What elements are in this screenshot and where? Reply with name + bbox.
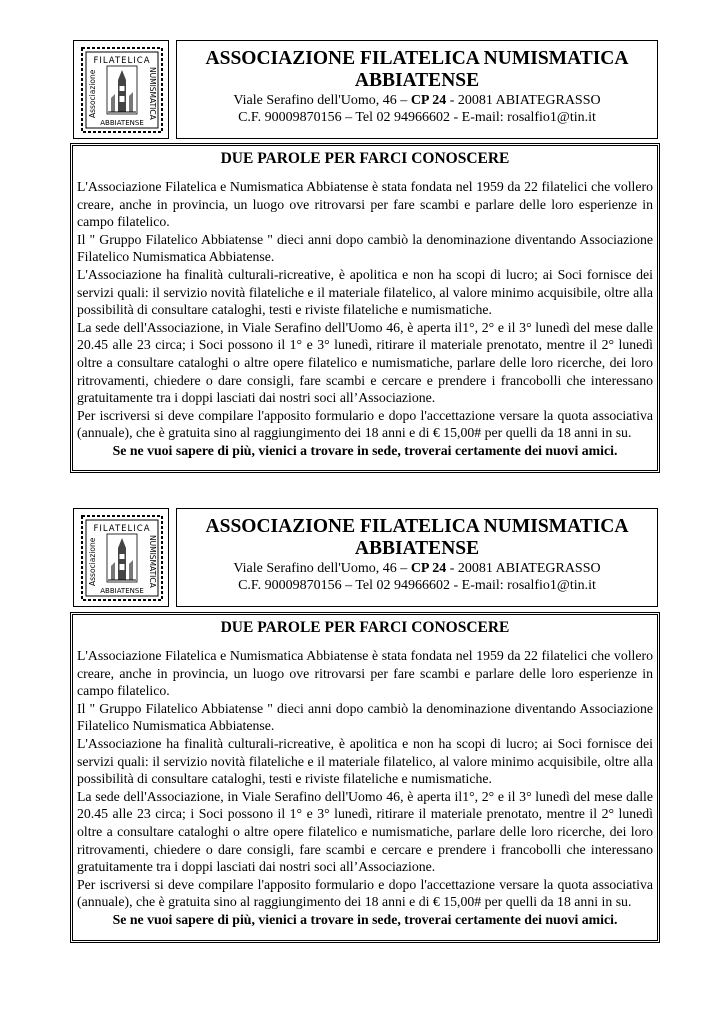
- svg-text:Associazione: Associazione: [88, 537, 97, 586]
- contact-line: C.F. 90009870156 – Tel 02 94966602 - E-mail: rosalfio1@tin.it: [238, 110, 596, 125]
- address-line: Viale Serafino dell'Uomo, 46 – CP 24 - 20081 ABIATEGRASSO: [233, 93, 601, 108]
- stamp-logo-icon: [80, 514, 164, 602]
- info-box: [70, 143, 660, 473]
- header-box: [176, 40, 658, 139]
- section-heading: DUE PAROLE PER FARCI CONOSCERE: [220, 150, 510, 167]
- svg-text:NUMISMATICA: NUMISMATICA: [148, 535, 157, 588]
- svg-text:FILATELICA: FILATELICA: [93, 524, 151, 534]
- cp-number: CP 24: [410, 93, 447, 108]
- closing-line: Se ne vuoi sapere di più, vienici a trovare in sede, troverai certamente dei nuovi amici.: [112, 442, 618, 458]
- address-line: Viale Serafino dell'Uomo, 46 – CP 24 - 20081 ABIATEGRASSO: [233, 561, 601, 576]
- svg-text:Associazione: Associazione: [88, 69, 97, 118]
- paragraph-purpose: L'Associazione ha finalità culturali-ricreative, è apolitica e non ha scopi di lucro; ai Soci fornisce dei servizi quali: il servizio novità filateliche e il materiale filatelico, al valore minimo acquisibile, oltre alla possibilità di consultare cataloghi, testi e riviste filateliche e numismatiche.: [77, 266, 653, 318]
- stamp-logo-icon: [80, 46, 164, 134]
- contact-line: C.F. 90009870156 – Tel 02 94966602 - E-mail: rosalfio1@tin.it: [238, 578, 596, 593]
- bell-tower-icon: [107, 66, 137, 114]
- svg-text:NUMISMATICA: NUMISMATICA: [148, 67, 157, 120]
- paragraph-foundation: L'Associazione Filatelica e Numismatica Abbiatense è stata fondata nel 1959 da 22 filatelici che vollero creare, anche in provincia, un luogo ove ritrovarsi per fare scambi e parlare delle loro esperienze in campo filatelico.: [77, 648, 653, 699]
- svg-text:FILATELICA: FILATELICA: [93, 56, 151, 66]
- svg-text:ABBIATENSE: ABBIATENSE: [100, 587, 144, 595]
- paragraph-membership: Per iscriversi si deve compilare l'apposito formulario e dopo l'accettazione versare la quota associativa (annuale), che è gratuita sino al raggiungimento dei 18 anni e di € 15,00# per quelli da 18 anni in su.: [77, 876, 653, 910]
- info-box: [70, 612, 660, 943]
- paragraph-headquarters: La sede dell'Associazione, in Viale Serafino dell'Uomo 46, è aperta il1°, 2° e il 3° lunedì del mese dalle 20.45 alle 23 circa; i Soci possono il 1° e 3° lunedì, ritirare il materiale prenotato, mentre il 2° lunedì oltre a consultare cataloghi o altre opere filatelico e numismatiche, parlare delle loro ricerche, dei loro ritrovamenti, chiedere o dare consigli, fare scambi e cercare e prendere i francobolli che interessano gratuitamente tra i doppi lasciati dai nostri soci all’Associazione.: [77, 788, 653, 875]
- paragraph-headquarters: La sede dell'Associazione, in Viale Serafino dell'Uomo 46, è aperta il1°, 2° e il 3° lunedì del mese dalle 20.45 alle 23 circa; i Soci possono il 1° e 3° lunedì, ritirare il materiale prenotato, mentre il 2° lunedì oltre a consultare cataloghi o altre opere filatelico e numismatiche, parlare delle loro ricerche, dei loro ritrovamenti, chiedere o dare consigli, fare scambi e cercare e prendere i francobolli che interessano gratuitamente tra i doppi lasciati dai nostri soci all’Associazione.: [77, 319, 653, 406]
- association-logo: [73, 40, 169, 139]
- paragraph-membership: Per iscriversi si deve compilare l'apposito formulario e dopo l'accettazione versare la quota associativa (annuale), che è gratuita sino al raggiungimento dei 18 anni e di € 15,00# per quelli da 18 anni in su.: [77, 407, 653, 441]
- section-heading: DUE PAROLE PER FARCI CONOSCERE: [220, 619, 510, 636]
- paragraph-purpose: L'Associazione ha finalità culturali-ricreative, è apolitica e non ha scopi di lucro; ai Soci fornisce dei servizi quali: il servizio novità filateliche e il materiale filatelico, al valore minimo acquisibile, oltre alla possibilità di consultare cataloghi, testi e riviste filateliche e numismatiche.: [77, 735, 653, 787]
- association-title: ASSOCIAZIONE FILATELICA NUMISMATICA ABBIATENSE: [205, 516, 629, 559]
- paragraph-foundation: L'Associazione Filatelica e Numismatica Abbiatense è stata fondata nel 1959 da 22 filatelici che vollero creare, anche in provincia, un luogo ove ritrovarsi per fare scambi e parlare delle loro esperienze in campo filatelico.: [77, 179, 653, 230]
- association-logo: [73, 508, 169, 607]
- svg-text:ABBIATENSE: ABBIATENSE: [100, 119, 144, 127]
- association-title: ASSOCIAZIONE FILATELICA NUMISMATICA ABBIATENSE: [205, 48, 629, 91]
- bell-tower-icon: [107, 534, 137, 582]
- header-box: [176, 508, 658, 607]
- paragraph-name-change: Il " Gruppo Filatelico Abbiatense " dieci anni dopo cambiò la denominazione diventando Associazione Filatelico Numismatica Abbiatense.: [77, 231, 653, 265]
- closing-line: Se ne vuoi sapere di più, vienici a trovare in sede, troverai certamente dei nuovi amici.: [112, 911, 618, 927]
- paragraph-name-change: Il " Gruppo Filatelico Abbiatense " dieci anni dopo cambiò la denominazione diventando Associazione Filatelico Numismatica Abbiatense.: [77, 700, 653, 734]
- cp-number: CP 24: [410, 561, 447, 576]
